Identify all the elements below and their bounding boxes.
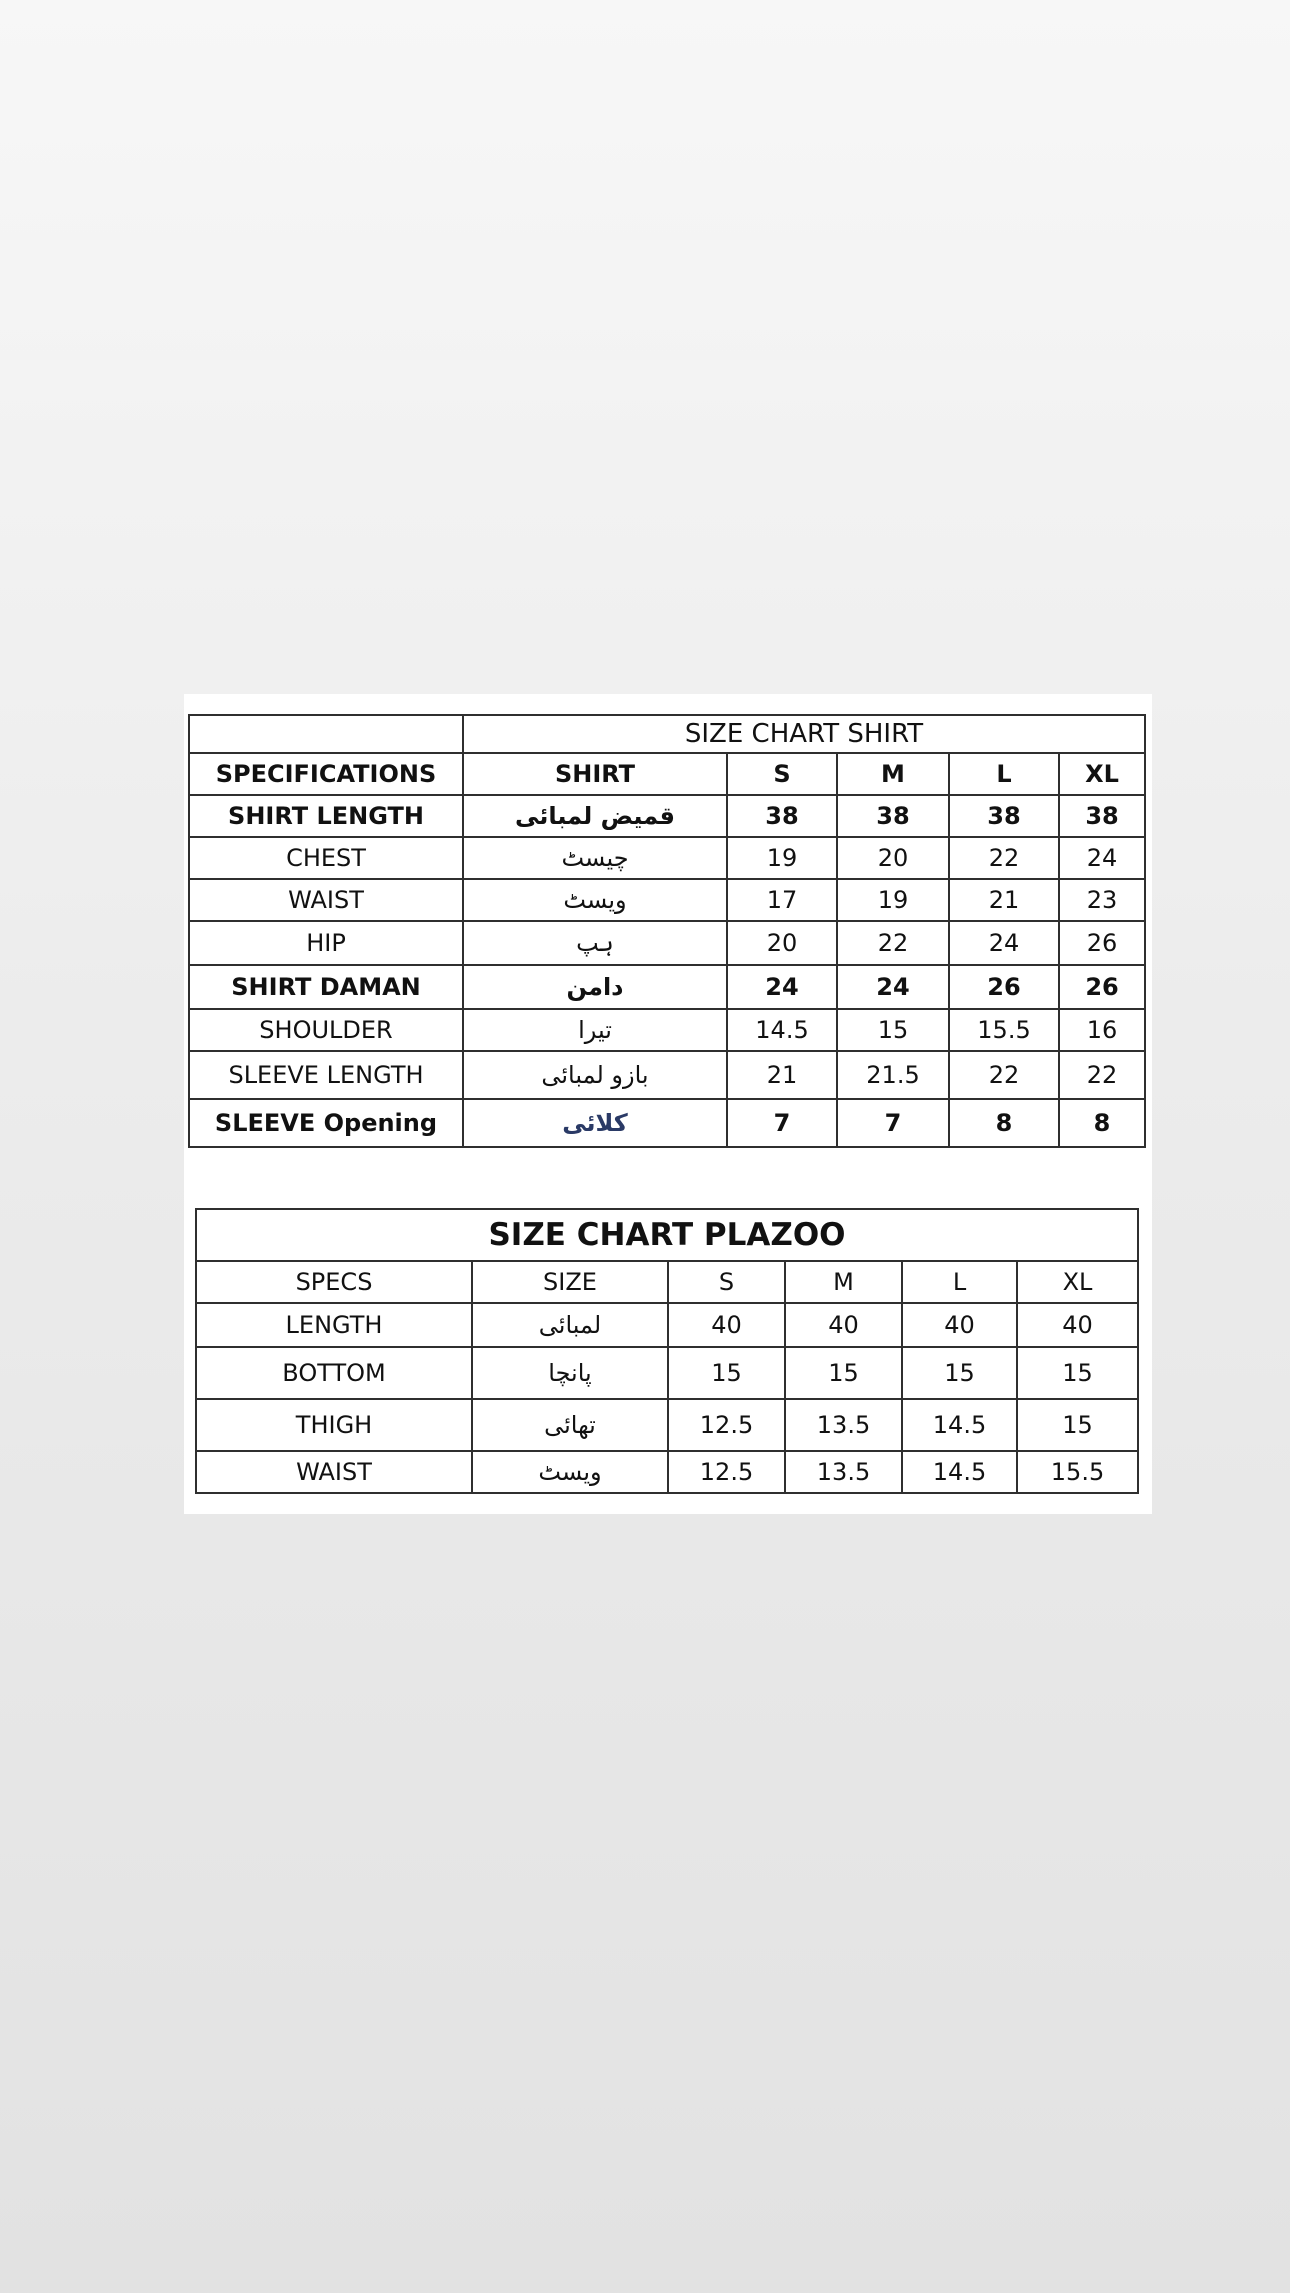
- table-row: [189, 965, 1145, 1009]
- column-header-shirt: SHIRT: [463, 753, 727, 795]
- column-header-size: SIZE: [472, 1261, 668, 1303]
- urdu-label: ویسٹ: [472, 1451, 668, 1493]
- size-s-value: 7: [727, 1099, 837, 1147]
- size-s-value: 15: [668, 1347, 785, 1399]
- urdu-label: کلائی: [463, 1099, 727, 1147]
- table-header-row: [196, 1261, 1138, 1303]
- size-xl-value: 15.5: [1017, 1451, 1138, 1493]
- table-row: [189, 795, 1145, 837]
- size-xl-value: 38: [1059, 795, 1145, 837]
- spec-label: SLEEVE Opening: [189, 1099, 463, 1147]
- size-xl-value: 40: [1017, 1303, 1138, 1347]
- table-title-row: [196, 1209, 1138, 1261]
- urdu-label: دامن: [463, 965, 727, 1009]
- table-row: [189, 1051, 1145, 1099]
- plazoo-size-table: [195, 1208, 1139, 1494]
- table-header-row: [189, 753, 1145, 795]
- column-header-xl: XL: [1059, 753, 1145, 795]
- size-m-value: 13.5: [785, 1451, 902, 1493]
- size-m-value: 7: [837, 1099, 949, 1147]
- size-xl-value: 22: [1059, 1051, 1145, 1099]
- shirt-chart-title: SIZE CHART SHIRT: [463, 715, 1145, 753]
- table-row: [189, 1099, 1145, 1147]
- urdu-label: بازو لمبائی: [463, 1051, 727, 1099]
- size-s-value: 12.5: [668, 1399, 785, 1451]
- size-m-value: 24: [837, 965, 949, 1009]
- size-chart-sheet: [184, 694, 1152, 1514]
- column-header-l: L: [902, 1261, 1017, 1303]
- size-s-value: 14.5: [727, 1009, 837, 1051]
- size-xl-value: 15: [1017, 1399, 1138, 1451]
- spec-label: THIGH: [196, 1399, 472, 1451]
- table-row: [189, 921, 1145, 965]
- urdu-label: قمیض لمبائی: [463, 795, 727, 837]
- spec-label: SHIRT DAMAN: [189, 965, 463, 1009]
- size-l-value: 14.5: [902, 1451, 1017, 1493]
- size-s-value: 38: [727, 795, 837, 837]
- table-row: [196, 1451, 1138, 1493]
- size-l-value: 40: [902, 1303, 1017, 1347]
- table-row: [196, 1347, 1138, 1399]
- spec-label: HIP: [189, 921, 463, 965]
- urdu-label: تیرا: [463, 1009, 727, 1051]
- size-l-value: 15: [902, 1347, 1017, 1399]
- size-l-value: 14.5: [902, 1399, 1017, 1451]
- spec-label: WAIST: [196, 1451, 472, 1493]
- size-xl-value: 26: [1059, 921, 1145, 965]
- size-l-value: 15.5: [949, 1009, 1059, 1051]
- urdu-label: چیسٹ: [463, 837, 727, 879]
- size-l-value: 38: [949, 795, 1059, 837]
- size-m-value: 20: [837, 837, 949, 879]
- size-xl-value: 26: [1059, 965, 1145, 1009]
- table-title-row: [189, 715, 1145, 753]
- size-l-value: 24: [949, 921, 1059, 965]
- urdu-label: ہپ: [463, 921, 727, 965]
- size-m-value: 13.5: [785, 1399, 902, 1451]
- size-s-value: 21: [727, 1051, 837, 1099]
- shirt-size-table: [188, 714, 1146, 1148]
- column-header-m: M: [785, 1261, 902, 1303]
- urdu-label: لمبائی: [472, 1303, 668, 1347]
- size-s-value: 24: [727, 965, 837, 1009]
- spec-label: SLEEVE LENGTH: [189, 1051, 463, 1099]
- spec-label: BOTTOM: [196, 1347, 472, 1399]
- table-row: [189, 837, 1145, 879]
- urdu-label: ویسٹ: [463, 879, 727, 921]
- size-s-value: 12.5: [668, 1451, 785, 1493]
- size-m-value: 40: [785, 1303, 902, 1347]
- size-l-value: 26: [949, 965, 1059, 1009]
- size-m-value: 38: [837, 795, 949, 837]
- size-l-value: 22: [949, 837, 1059, 879]
- plazoo-chart-title: SIZE CHART PLAZOO: [196, 1209, 1138, 1261]
- table-row: [189, 879, 1145, 921]
- spec-label: CHEST: [189, 837, 463, 879]
- spec-label: SHOULDER: [189, 1009, 463, 1051]
- urdu-label: پانچا: [472, 1347, 668, 1399]
- size-m-value: 22: [837, 921, 949, 965]
- size-l-value: 8: [949, 1099, 1059, 1147]
- column-header-m: M: [837, 753, 949, 795]
- size-l-value: 22: [949, 1051, 1059, 1099]
- size-s-value: 40: [668, 1303, 785, 1347]
- size-xl-value: 15: [1017, 1347, 1138, 1399]
- size-xl-value: 24: [1059, 837, 1145, 879]
- size-m-value: 19: [837, 879, 949, 921]
- size-xl-value: 8: [1059, 1099, 1145, 1147]
- column-header-s: S: [668, 1261, 785, 1303]
- column-header-specifications: SPECIFICATIONS: [189, 753, 463, 795]
- column-header-s: S: [727, 753, 837, 795]
- size-s-value: 20: [727, 921, 837, 965]
- size-l-value: 21: [949, 879, 1059, 921]
- size-m-value: 15: [785, 1347, 902, 1399]
- column-header-l: L: [949, 753, 1059, 795]
- column-header-xl: XL: [1017, 1261, 1138, 1303]
- spec-label: LENGTH: [196, 1303, 472, 1347]
- spec-label: WAIST: [189, 879, 463, 921]
- size-m-value: 15: [837, 1009, 949, 1051]
- size-s-value: 19: [727, 837, 837, 879]
- urdu-label: تھائی: [472, 1399, 668, 1451]
- size-xl-value: 23: [1059, 879, 1145, 921]
- column-header-specs: SPECS: [196, 1261, 472, 1303]
- blank-cell: [189, 715, 463, 753]
- spec-label: SHIRT LENGTH: [189, 795, 463, 837]
- size-m-value: 21.5: [837, 1051, 949, 1099]
- table-row: [189, 1009, 1145, 1051]
- table-row: [196, 1399, 1138, 1451]
- table-row: [196, 1303, 1138, 1347]
- size-xl-value: 16: [1059, 1009, 1145, 1051]
- size-s-value: 17: [727, 879, 837, 921]
